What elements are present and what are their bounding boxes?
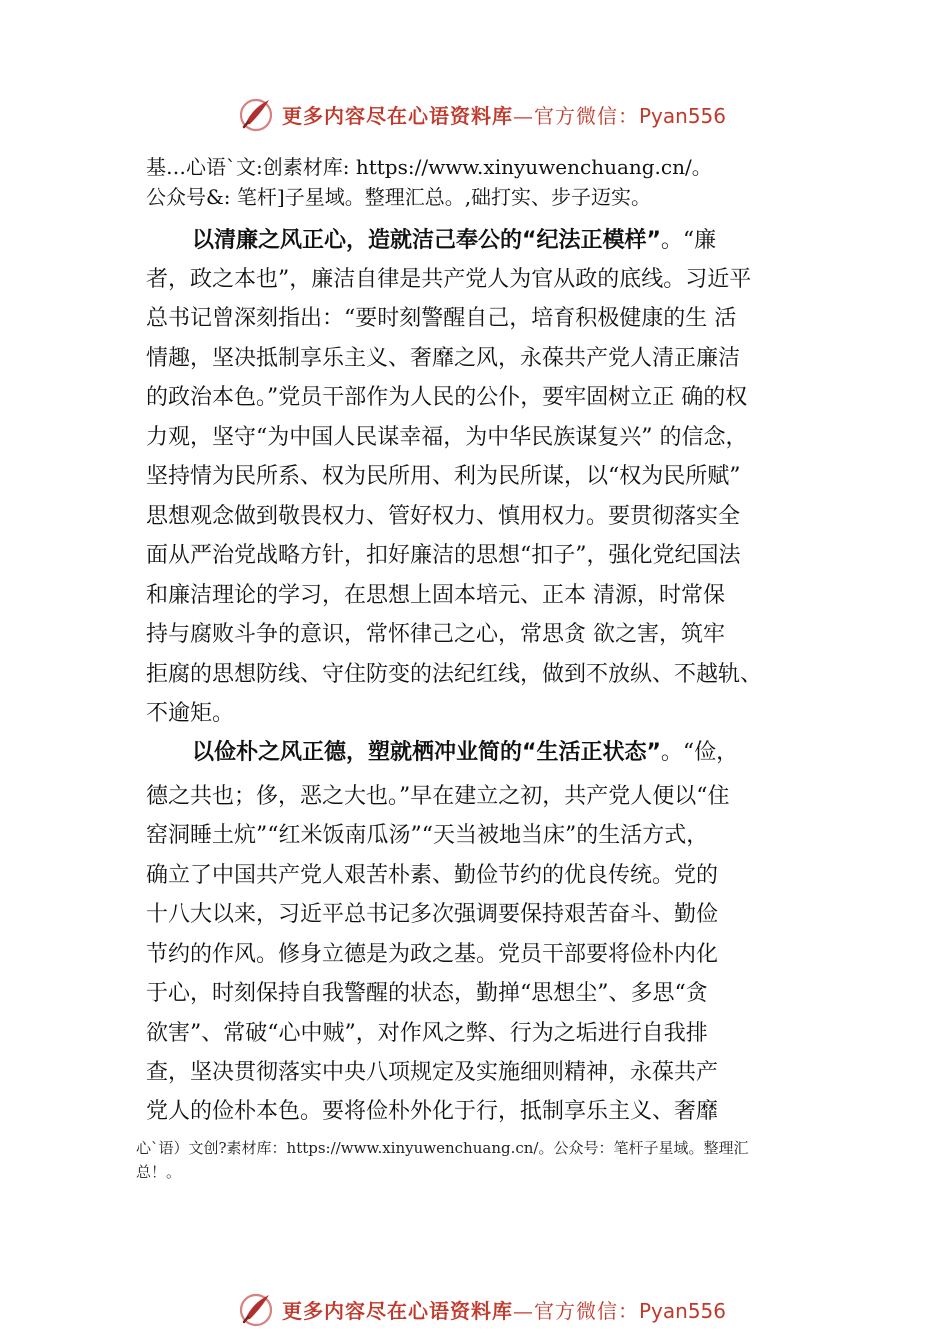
paragraph-2-line: 确立了中国共产党人艰苦朴素、勤俭节约的优良传统。党的 bbox=[146, 863, 719, 888]
paragraph-1-line: 不逾矩。 bbox=[146, 701, 235, 726]
banner-wechat-id: Pyan556 bbox=[639, 103, 727, 128]
paragraph-1-line: 的政治本色。”党员干部作为人民的公仆，要牢固树立正 确的权 bbox=[146, 385, 748, 410]
paragraph-2-line: 窑洞睡土炕”“红米饭南瓜汤”“天当被地当床”的生活方式， bbox=[146, 823, 709, 848]
header-line-1: 基…心语`文:创素材库: https://www.xinyuwenchuang.cn/。 bbox=[146, 155, 712, 179]
paragraph-1-line-0: 。“廉 bbox=[660, 228, 717, 253]
paragraph-2-first-line bbox=[192, 738, 738, 768]
footer-line-2: 总！。 bbox=[136, 1163, 182, 1181]
paragraph-2-line: 于心，时刻保持自我警醒的状态，勤掸“思想尘”、多思“贪 bbox=[146, 981, 708, 1006]
paragraph-1-line: 面从严治党战略方针，扣好廉洁的思想“扣子”，强化党纪国法 bbox=[146, 543, 741, 568]
bottom-banner bbox=[236, 1289, 736, 1329]
banner-dash: — bbox=[513, 1298, 534, 1323]
top-banner bbox=[236, 94, 736, 134]
paragraph-2-line: 节约的作风。修身立德是为政之基。党员干部要将俭朴内化 bbox=[146, 942, 719, 967]
paragraph-1-line: 思想观念做到敬畏权力、管好权力、慎用权力。要贯彻落实全 bbox=[146, 504, 741, 529]
banner-title: 更多内容尽在心语资料库 bbox=[282, 103, 513, 128]
paragraph-2-line-0: 。“俭， bbox=[660, 740, 739, 765]
paragraph-1-line: 总书记曾深刻指出：“要时刻警醒自己，培育积极健康的生 活 bbox=[146, 306, 737, 331]
paragraph-1-first-line bbox=[192, 226, 716, 256]
paragraph-2-lead: 以俭朴之风正德，塑就栖冲业简的“生活正状态” bbox=[192, 740, 661, 765]
paragraph-1-line: 者，政之本也”，廉洁自律是共产党人为官从政的底线。习近平 bbox=[146, 267, 752, 292]
brush-logo-icon bbox=[236, 94, 276, 134]
paragraph-1-line: 持与腐败斗争的意识，常怀律己之心，常思贪 欲之害，筑牢 bbox=[146, 622, 725, 647]
footer-line-1: 心`语）文创?素材库：https://www.xinyuwenchuang.cn/。公众号：笔杆子星域。整理汇 bbox=[136, 1139, 749, 1157]
paragraph-1-line: 和廉洁理论的学习，在思想上固本培元、正本 清源，时常保 bbox=[146, 583, 725, 608]
paragraph-2-line: 欲害”、常破“心中贼”，对作风之弊、行为之垢进行自我排 bbox=[146, 1021, 708, 1046]
paragraph-1-lead: 以清廉之风正心，造就洁己奉公的“纪法正模样” bbox=[192, 228, 661, 253]
banner-wechat-label: 官方微信： bbox=[534, 1298, 639, 1323]
header-line-2: 公众号&: 笔杆]子星域。整理汇总。,础打实、步子迈实。 bbox=[146, 185, 652, 209]
paragraph-2-line: 十八大以来，习近平总书记多次强调要保持艰苦奋斗、勤俭 bbox=[146, 902, 719, 927]
banner-dash: — bbox=[513, 103, 534, 128]
paragraph-2-line: 德之共也；侈，恶之大也。”早在建立之初，共产党人便以“住 bbox=[146, 784, 730, 809]
paragraph-2-line: 查，坚决贯彻落实中央八项规定及实施细则精神，永葆共产 bbox=[146, 1060, 719, 1085]
banner-wechat-label: 官方微信： bbox=[534, 103, 639, 128]
banner-wechat-id: Pyan556 bbox=[639, 1298, 727, 1323]
paragraph-1-line: 拒腐的思想防线、守住防变的法纪红线，做到不放纵、不越轨、 bbox=[146, 662, 763, 687]
paragraph-2-line: 党人的俭朴本色。要将俭朴外化于行，抵制享乐主义、奢靡 bbox=[146, 1099, 719, 1124]
banner-text bbox=[282, 1295, 726, 1324]
brush-logo-icon bbox=[236, 1289, 276, 1329]
paragraph-1-line: 情趣，坚决抵制享乐主义、奢靡之风，永葆共产党人清正廉洁 bbox=[146, 346, 741, 371]
paragraph-1-line: 坚持情为民所系、权为民所用、利为民所谋，以“权为民所赋” bbox=[146, 464, 741, 489]
paragraph-1-line: 力观，坚守“为中国人民谋幸福，为中华民族谋复兴” 的信念， bbox=[146, 425, 748, 450]
banner-title: 更多内容尽在心语资料库 bbox=[282, 1298, 513, 1323]
banner-text bbox=[282, 100, 726, 129]
